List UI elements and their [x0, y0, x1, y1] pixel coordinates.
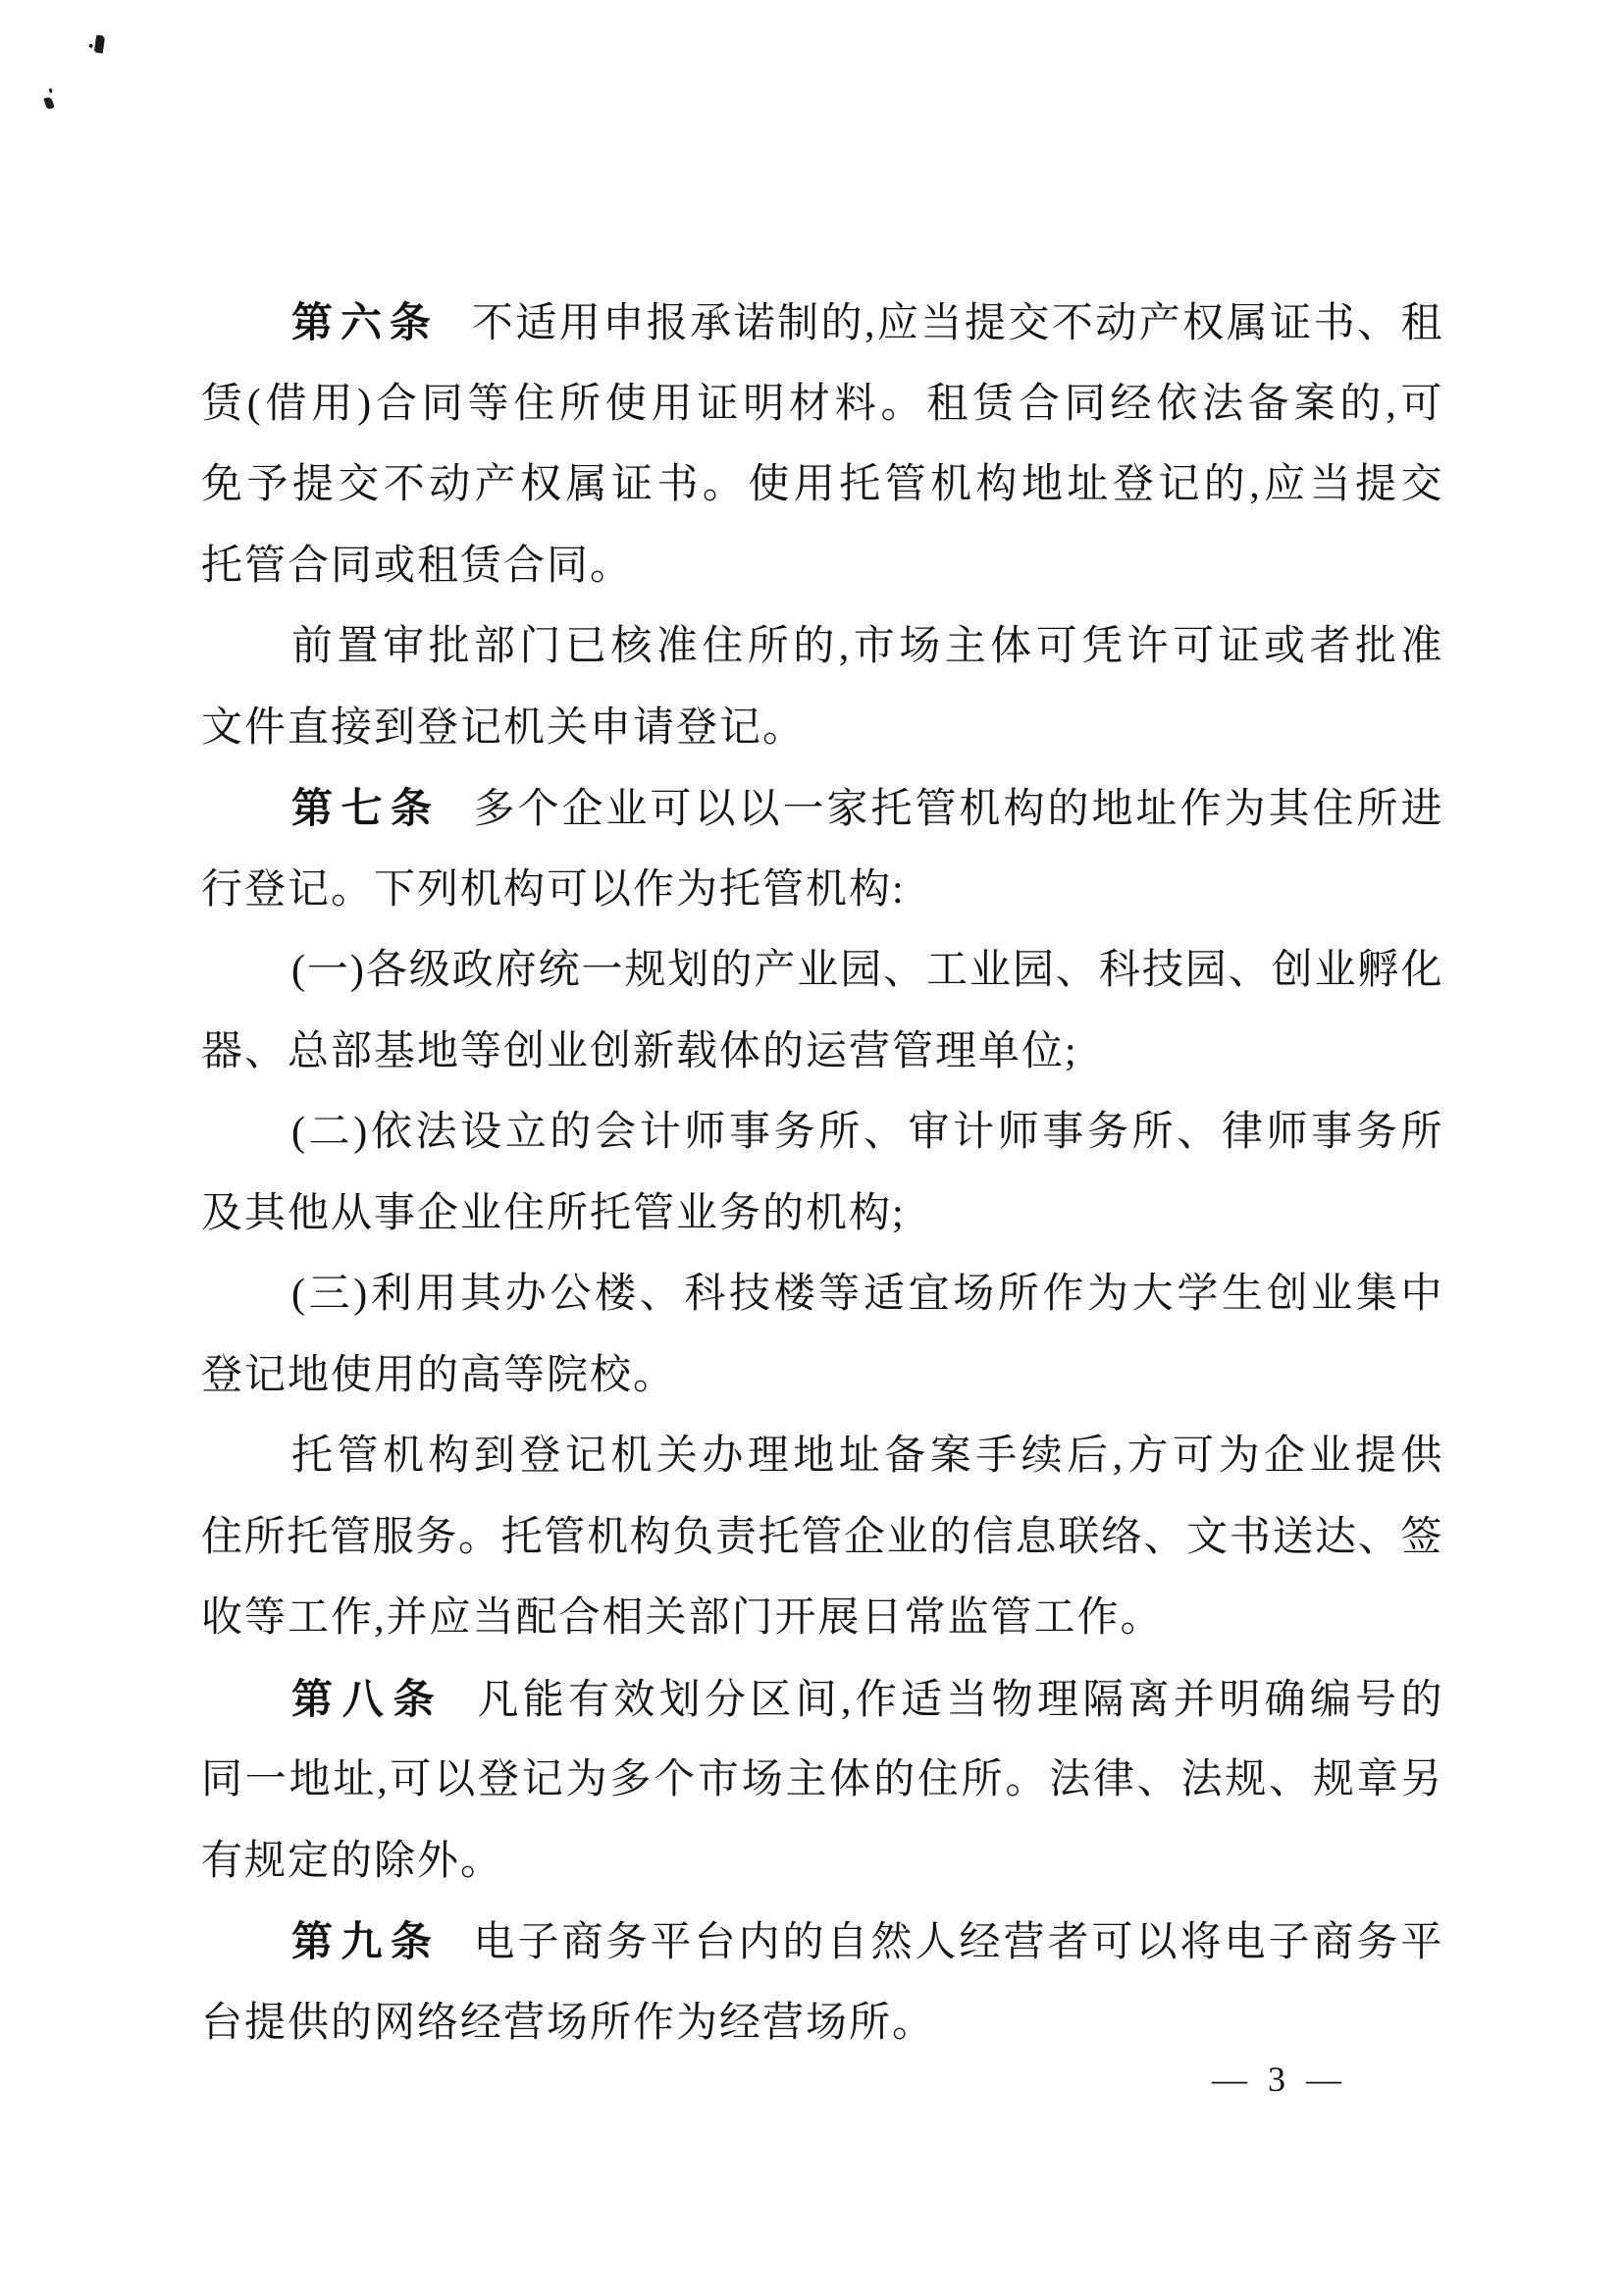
paragraph-line: [201, 850, 1442, 931]
line-text: (二)依法设立的会计师事务所、审计师事务所、律师事务所: [291, 1110, 1442, 1155]
paragraph-line: [201, 1821, 1442, 1903]
paragraph-line: [201, 1497, 1442, 1579]
paragraph-line: [201, 1659, 1442, 1741]
line-text: 有规定的除外。: [201, 1838, 504, 1884]
page-number: — 3 —: [1212, 2060, 1347, 2099]
line-text: 多个企业可以以一家托管机构的地址作为其住所进: [473, 787, 1442, 832]
paragraph-line: [201, 1092, 1442, 1174]
line-text: 电子商务平台内的自然人经营者可以将电子商务平: [473, 1920, 1442, 1965]
paragraph-line: [201, 526, 1442, 607]
line-text: 不适用申报承诺制的,应当提交不动产权属证书、租: [471, 301, 1442, 346]
line-text: 住所托管服务。托管机构负责托管企业的信息联络、文书送达、签: [201, 1514, 1442, 1560]
document-body: [201, 283, 1442, 2063]
paragraph-line: [201, 364, 1442, 445]
line-text: 及其他从事企业住所托管业务的机构;: [201, 1190, 906, 1236]
line-text: (一)各级政府统一规划的产业园、工业园、科技园、创业孵化: [291, 948, 1442, 993]
line-text: 托管合同或租赁合同。: [201, 543, 634, 589]
line-text: 免予提交不动产权属证书。使用托管机构地址登记的,应当提交: [201, 462, 1442, 507]
article-number: 第七条: [291, 785, 441, 831]
paragraph-line: [201, 1983, 1442, 2064]
line-text: 凡能有效划分区间,作适当物理隔离并明确编号的: [477, 1677, 1442, 1723]
article-number: 第九条: [291, 1918, 441, 1964]
line-text: 同一地址,可以登记为多个市场主体的住所。法律、法规、规章另: [201, 1757, 1442, 1802]
paragraph-line: [201, 768, 1442, 850]
paragraph-line: [201, 1740, 1442, 1821]
line-text: 文件直接到登记机关申请登记。: [201, 704, 807, 751]
line-text: 前置审批部门已核准住所的,市场主体可凭许可证或者批准: [291, 624, 1442, 669]
line-text: 台提供的网络经营场所作为经营场所。: [201, 2000, 936, 2046]
article-number: 第六条: [291, 299, 439, 345]
line-text: (三)利用其办公楼、科技楼等适宜场所作为大学生创业集中: [291, 1272, 1442, 1317]
paragraph-line: [201, 283, 1442, 364]
ink-speck: [94, 34, 105, 53]
paragraph-line: [201, 1335, 1442, 1417]
line-text: 托管机构到登记机关办理地址备案手续后,方可为企业提供: [291, 1434, 1442, 1479]
paragraph-line: [201, 688, 1442, 769]
paragraph-line: [201, 1012, 1442, 1093]
paragraph-line: [201, 1578, 1442, 1659]
line-text: 登记地使用的高等院校。: [201, 1352, 677, 1398]
line-text: 行登记。下列机构可以作为托管机构:: [201, 866, 906, 913]
paragraph-line: [201, 1254, 1442, 1335]
article-number: 第八条: [291, 1675, 445, 1722]
paragraph-line: [201, 1902, 1442, 1983]
paragraph-line: [201, 606, 1442, 688]
line-text: 赁(借用)合同等住所使用证明材料。租赁合同经依法备案的,可: [201, 381, 1442, 427]
paragraph-line: [201, 1174, 1442, 1255]
ink-speck: [43, 96, 54, 110]
paragraph-line: [201, 1416, 1442, 1497]
line-text: 收等工作,并应当配合相关部门开展日常监管工作。: [201, 1595, 1164, 1641]
paragraph-line: [201, 930, 1442, 1012]
paragraph-line: [201, 444, 1442, 526]
line-text: 器、总部基地等创业创新载体的运营管理单位;: [201, 1028, 1078, 1074]
